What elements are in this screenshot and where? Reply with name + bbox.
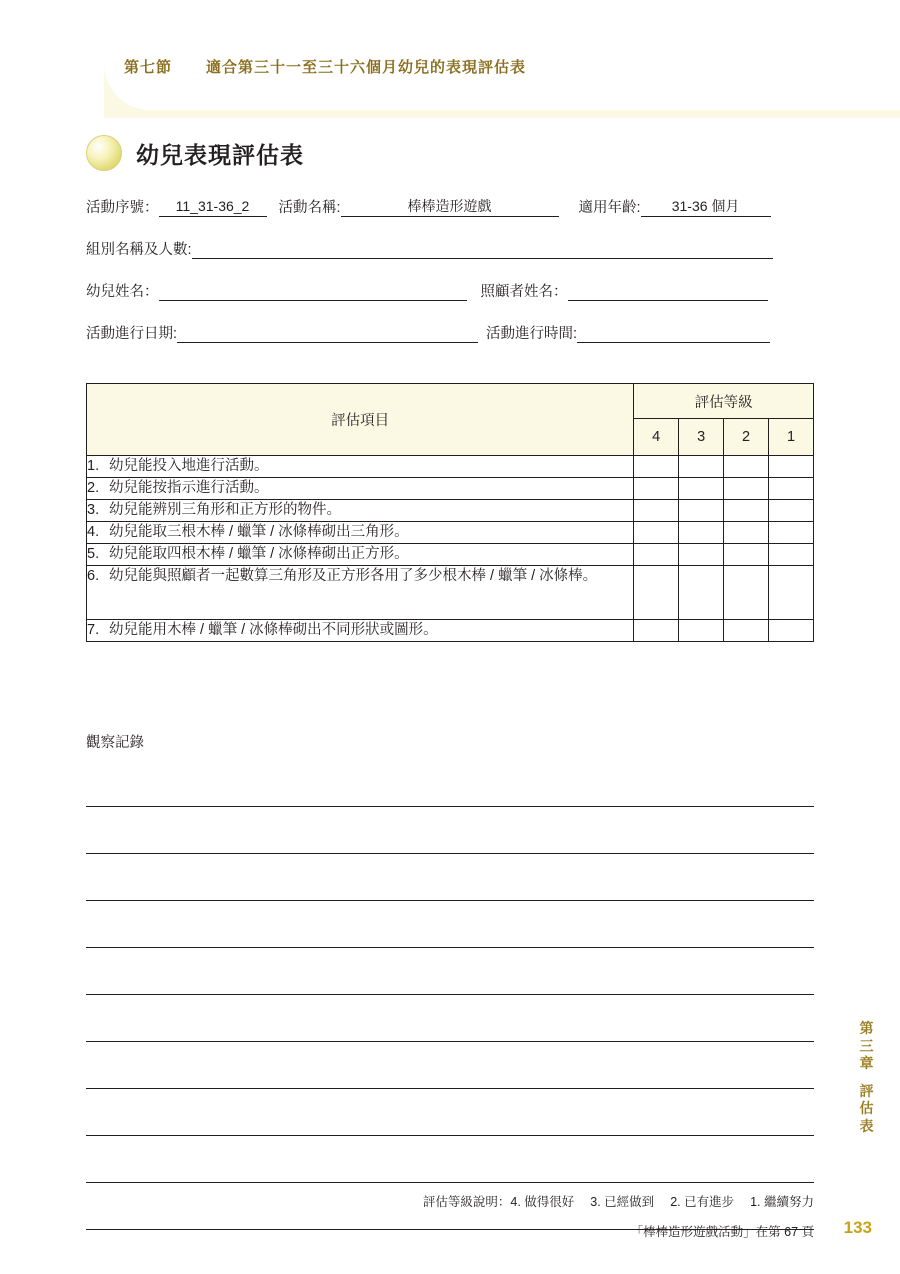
form-row-group (86, 238, 814, 259)
time-label: 活動進行時間: (486, 326, 578, 342)
form-row-datetime (86, 322, 814, 343)
observation-line[interactable] (86, 901, 814, 948)
section-number: 第七節 (124, 59, 173, 76)
score-cell-1-3[interactable] (679, 456, 724, 478)
form-row-names (86, 280, 814, 301)
form-row-activity (86, 196, 814, 217)
activity-id-label: 活動序號： (86, 200, 159, 216)
header-curve (104, 0, 900, 110)
score-cell-4-3[interactable] (679, 522, 724, 544)
table-row (87, 500, 814, 522)
table-row (87, 544, 814, 566)
score-cell-7-3[interactable] (679, 620, 724, 642)
observation-label: 觀察記錄 (86, 735, 144, 751)
observation-line[interactable] (86, 760, 814, 807)
date-field[interactable] (177, 324, 478, 343)
score-cell-5-2[interactable] (724, 544, 769, 566)
child-name-field[interactable] (159, 282, 467, 301)
score-cell-4-1[interactable] (769, 522, 814, 544)
grade-header-4: 4 (634, 419, 679, 456)
table-row (87, 620, 814, 642)
evaluation-table (86, 383, 814, 642)
legend-item-2: 2. 已有進步 (670, 1195, 735, 1209)
legend-item-1: 1. 繼續努力 (750, 1195, 814, 1209)
item-label-6: 幼兒能與照顧者一起數算三角形及正方形各用了多少根木棒 / 蠟筆 / 冰條棒。 (109, 568, 598, 585)
item-label-2: 幼兒能按指示進行活動。 (109, 480, 269, 497)
item-number-5: 5. (87, 546, 100, 563)
group-field[interactable] (192, 240, 773, 259)
observation-line[interactable] (86, 854, 814, 901)
section-title: 適合第三十一至三十六個月幼兒的表現評估表 (206, 59, 527, 76)
score-cell-1-1[interactable] (769, 456, 814, 478)
grade-header-2: 2 (724, 419, 769, 456)
score-cell-2-1[interactable] (769, 478, 814, 500)
item-text-6 (87, 566, 634, 620)
col-header-item: 評估項目 (87, 384, 634, 456)
score-cell-4-2[interactable] (724, 522, 769, 544)
activity-name-label: 活動名稱: (278, 200, 341, 216)
score-cell-6-2[interactable] (724, 566, 769, 620)
item-number-4: 4. (87, 524, 100, 541)
score-cell-2-4[interactable] (634, 478, 679, 500)
form-fields (86, 196, 814, 364)
table-header-row-1 (87, 384, 814, 419)
item-label-3: 幼兒能辨別三角形和正方形的物件。 (109, 502, 341, 519)
score-cell-6-4[interactable] (634, 566, 679, 620)
item-label-1: 幼兒能投入地進行活動。 (109, 458, 269, 474)
group-label: 組別名稱及人數: (86, 242, 192, 258)
header-notch (0, 0, 104, 118)
item-number-3: 3. (87, 502, 100, 519)
legend-item-4: 4. 做得很好 (510, 1195, 575, 1209)
item-label-4: 幼兒能取三根木棒 / 蠟筆 / 冰條棒砌出三角形。 (109, 524, 409, 541)
item-text-3 (87, 500, 634, 522)
age-range-field[interactable]: 31-36 個月 (641, 198, 771, 217)
score-cell-2-3[interactable] (679, 478, 724, 500)
score-cell-1-4[interactable] (634, 456, 679, 478)
circle-bullet-icon (86, 135, 122, 171)
observation-line[interactable] (86, 995, 814, 1042)
legend-prefix: 評估等級說明： (422, 1195, 511, 1209)
page-title (86, 135, 304, 171)
side-chapter-label: 評估表 (859, 1082, 875, 1134)
item-number-6: 6. (87, 568, 100, 585)
score-cell-6-1[interactable] (769, 566, 814, 620)
activity-id-field[interactable]: 11_31-36_2 (159, 198, 267, 217)
item-number-7: 7. (87, 622, 100, 639)
item-text-7 (87, 620, 634, 642)
score-cell-5-3[interactable] (679, 544, 724, 566)
observation-line[interactable] (86, 1136, 814, 1183)
score-cell-3-2[interactable] (724, 500, 769, 522)
item-number-1: 1. (87, 458, 100, 474)
grade-header-1: 1 (769, 419, 814, 456)
observation-lines[interactable] (86, 760, 814, 1230)
observation-line[interactable] (86, 948, 814, 995)
score-cell-4-4[interactable] (634, 522, 679, 544)
page-number: 133 (843, 1218, 872, 1237)
table-row (87, 478, 814, 500)
age-range-label: 適用年齡: (578, 200, 641, 216)
observation-line[interactable] (86, 807, 814, 854)
score-cell-1-2[interactable] (724, 456, 769, 478)
grade-header-3: 3 (679, 419, 724, 456)
activity-name-field[interactable]: 棒棒造形遊戲 (341, 198, 559, 217)
score-cell-2-2[interactable] (724, 478, 769, 500)
table-row (87, 566, 814, 620)
table-row (87, 456, 814, 478)
score-cell-7-2[interactable] (724, 620, 769, 642)
date-label: 活動進行日期: (86, 326, 178, 342)
score-cell-3-1[interactable] (769, 500, 814, 522)
score-cell-7-4[interactable] (634, 620, 679, 642)
item-text-4 (87, 522, 634, 544)
item-text-5 (87, 544, 634, 566)
source-reference: 「棒棒造形遊戲活動」在第 67 頁 (630, 1225, 814, 1239)
score-cell-7-1[interactable] (769, 620, 814, 642)
item-text-2 (87, 478, 634, 500)
header-title (124, 56, 526, 77)
item-number-2: 2. (87, 480, 100, 497)
grade-legend (423, 1192, 814, 1210)
score-cell-3-3[interactable] (679, 500, 724, 522)
observation-line[interactable] (86, 1089, 814, 1136)
side-chapter-number: 第三章 (859, 1020, 875, 1071)
item-label-7: 幼兒能用木棒 / 蠟筆 / 冰條棒砌出不同形狀或圖形。 (109, 622, 438, 639)
col-header-grades: 評估等級 (634, 384, 814, 419)
side-chapter-tab (856, 1020, 878, 1135)
score-cell-6-3[interactable] (679, 566, 724, 620)
legend-item-3: 3. 已經做到 (590, 1195, 655, 1209)
child-name-label: 幼兒姓名： (86, 284, 159, 300)
score-cell-5-4[interactable] (634, 544, 679, 566)
page-title-text: 幼兒表現評估表 (136, 141, 304, 168)
item-text-1 (87, 456, 634, 478)
caregiver-label: 照顧者姓名： (480, 284, 568, 300)
score-cell-3-4[interactable] (634, 500, 679, 522)
observation-line[interactable] (86, 1042, 814, 1089)
item-label-5: 幼兒能取四根木棒 / 蠟筆 / 冰條棒砌出正方形。 (109, 546, 409, 563)
score-cell-5-1[interactable] (769, 544, 814, 566)
time-field[interactable] (577, 324, 770, 343)
table-row (87, 522, 814, 544)
caregiver-field[interactable] (568, 282, 768, 301)
